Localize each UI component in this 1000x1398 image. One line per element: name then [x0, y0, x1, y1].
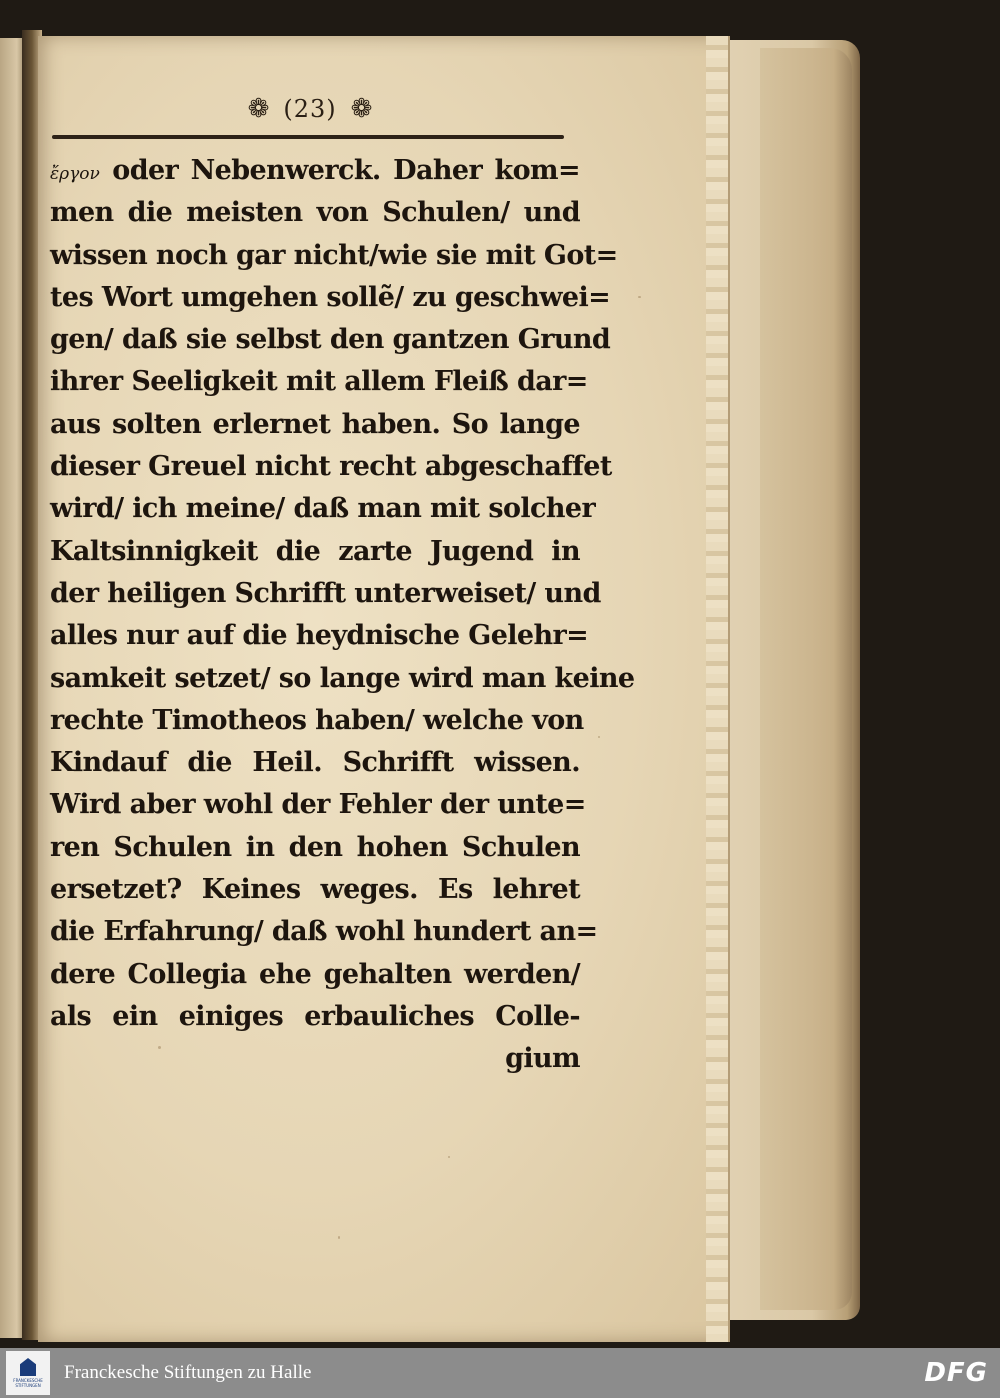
text-line — [50, 192, 580, 234]
line-text: als ein einiges erbauliches Colle- — [50, 1000, 580, 1032]
page-header — [225, 92, 395, 126]
text-line — [50, 869, 580, 911]
text-line — [50, 150, 580, 192]
text-line — [50, 404, 580, 446]
line-text: dieser Greuel nicht recht abgeschaffet — [50, 451, 612, 483]
line-text: Kaltsinnigkeit die zarte Jugend in — [50, 535, 580, 567]
text-line — [50, 446, 612, 488]
line-text: aus solten erlernet haben. So lange — [50, 408, 580, 440]
text-line — [50, 277, 611, 319]
text-line — [50, 784, 586, 826]
line-text: oder Nebenwerck. Daher kom= — [112, 155, 580, 186]
text-line — [50, 911, 598, 953]
text-line — [50, 361, 588, 403]
flower-ornament-icon: ❁ — [350, 94, 373, 124]
line-text: wissen noch gar nicht/wie sie mit Got= — [50, 239, 618, 271]
flower-ornament-icon: ❁ — [247, 94, 270, 124]
logo-line-1: FRANCKESCHE — [13, 1378, 43, 1383]
text-line — [50, 235, 618, 277]
text-line — [50, 658, 635, 700]
line-text: ersetzet? Keines weges. Es lehret — [50, 874, 580, 906]
text-line — [50, 827, 580, 869]
text-line — [50, 954, 580, 996]
text-line — [50, 742, 580, 784]
dfg-logo[interactable]: DFG — [924, 1358, 988, 1388]
greek-word: ἔργον — [50, 164, 100, 184]
body-text — [50, 150, 635, 1081]
line-text: gen/ daß sie selbst den gantzen Grund — [50, 324, 611, 356]
line-text: wird/ ich meine/ daß man mit solcher — [50, 493, 596, 525]
line-text: alles nur auf die heydnische Gelehr= — [50, 620, 589, 652]
line-text: tes Wort umgehen sollẽ/ zu geschwei= — [50, 281, 611, 313]
text-line — [50, 615, 589, 657]
line-text: Wird aber wohl der Fehler der unte= — [50, 789, 586, 821]
text-line — [50, 573, 601, 615]
line-text: ren Schulen in den hohen Schulen — [50, 831, 580, 863]
institution-name[interactable]: Franckesche Stiftungen zu Halle — [64, 1362, 312, 1383]
line-text: Kindauf die Heil. Schrifft wissen. — [50, 747, 580, 779]
line-text: rechte Timotheos haben/ welche von — [50, 704, 584, 736]
line-text: ihrer Seeligkeit mit allem Fleiß dar= — [50, 366, 588, 398]
institution-logo[interactable] — [6, 1351, 50, 1395]
page-number: (23) — [283, 95, 337, 123]
text-line — [50, 488, 596, 530]
building-icon — [20, 1358, 36, 1376]
text-line — [50, 531, 580, 573]
line-text: men die meisten von Schulen/ und — [50, 197, 580, 229]
line-text: der heiligen Schrifft unterweiset/ und — [50, 577, 601, 609]
underlying-pages-edge — [760, 48, 852, 1310]
logo-line-2: STIFTUNGEN — [15, 1383, 41, 1388]
text-line — [50, 319, 611, 361]
text-line — [50, 996, 580, 1038]
header-rule — [52, 135, 564, 139]
deckled-page-edge — [706, 36, 730, 1342]
viewer-footer — [0, 1348, 1000, 1398]
line-text: dere Collegia ehe gehalten werden/ — [50, 958, 580, 990]
line-text: samkeit setzet/ so lange wird man keine — [50, 662, 635, 694]
catchword: gium — [505, 1043, 580, 1075]
text-line — [50, 700, 584, 742]
line-text: die Erfahrung/ daß wohl hundert an= — [50, 916, 598, 948]
